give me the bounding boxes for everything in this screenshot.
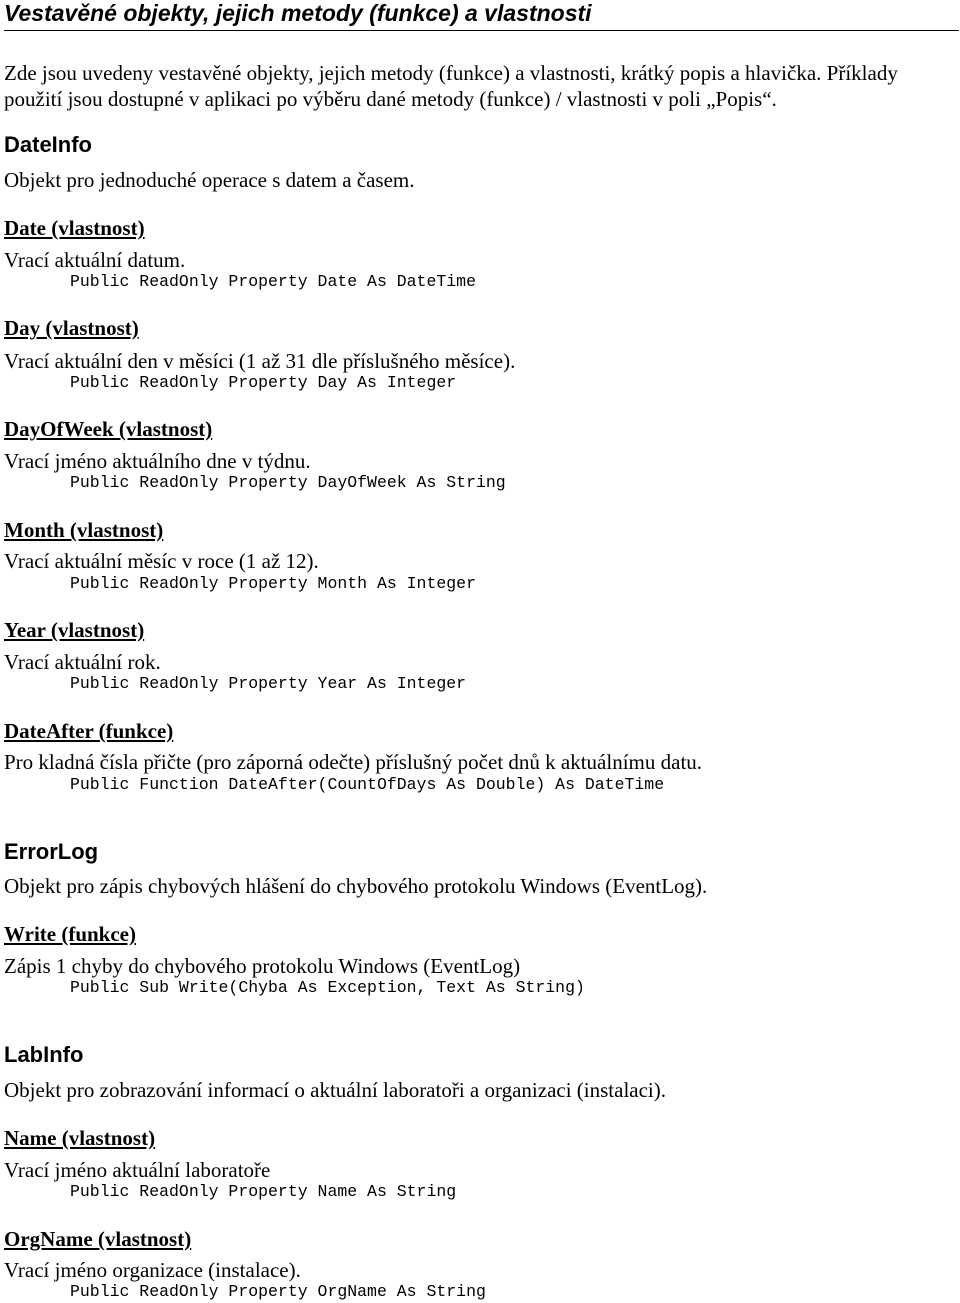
member-description-name: Vrací jméno aktuální laboratoře [4,1158,271,1182]
member-signature-day: Public ReadOnly Property Day As Integer [70,373,457,392]
member-description-orgname: Vrací jméno organizace (instalace). [4,1258,301,1282]
member-heading-month: Month (vlastnost) [4,518,164,542]
member-description-year: Vrací aktuální rok. [4,650,161,674]
member-description-write: Zápis 1 chyby do chybového protokolu Windows (EventLog) [4,954,521,978]
section-title-errorlog: ErrorLog [4,839,99,864]
member-description-day: Vrací aktuální den v měsíci (1 až 31 dle příslušného měsíce). [4,349,516,373]
section-title-dateinfo: DateInfo [4,132,92,157]
title-underline [4,30,959,31]
member-signature-write: Public Sub Write(Chyba As Exception, Text As String) [70,978,585,997]
member-heading-date: Date (vlastnost) [4,216,145,240]
member-signature-dateafter: Public Function DateAfter(CountOfDays As Double) As DateTime [70,775,665,794]
member-heading-year: Year (vlastnost) [4,618,145,642]
member-heading-write: Write (funkce) [4,922,136,946]
section-description-labinfo: Objekt pro zobrazování informací o aktuální laboratoři a organizaci (instalaci). [4,1078,667,1102]
member-signature-name: Public ReadOnly Property Name As String [70,1182,457,1201]
member-description-date: Vrací aktuální datum. [4,248,186,272]
member-description-dayofweek: Vrací jméno aktuálního dne v týdnu. [4,449,311,473]
member-heading-day: Day (vlastnost) [4,316,139,340]
member-description-month: Vrací aktuální měsíc v roce (1 až 12). [4,549,319,573]
section-title-labinfo: LabInfo [4,1042,84,1067]
member-heading-orgname: OrgName (vlastnost) [4,1227,192,1251]
member-heading-name: Name (vlastnost) [4,1126,156,1150]
page-title: Vestavěné objekty, jejich metody (funkce) a vlastnosti [4,0,592,26]
member-signature-year: Public ReadOnly Property Year As Integer [70,674,467,693]
section-description-errorlog: Objekt pro zápis chybových hlášení do chybového protokolu Windows (EventLog). [4,874,708,898]
member-signature-orgname: Public ReadOnly Property OrgName As String [70,1282,486,1301]
intro-paragraph: Zde jsou uvedeny vestavěné objekty, jejich metody (funkce) a vlastnosti, krátký popis a hlavička. Příklady použití jsou dostupné v aplikaci po výběru dané metody (funkce) / vlastnosti v poli „Popis“. [4,61,898,111]
section-description-dateinfo: Objekt pro jednoduché operace s datem a časem. [4,168,415,192]
member-description-dateafter: Pro kladná čísla přičte (pro záporná odečte) příslušný počet dnů k aktuálnímu datu. [4,750,703,774]
member-signature-dayofweek: Public ReadOnly Property DayOfWeek As String [70,473,506,492]
member-heading-dateafter: DateAfter (funkce) [4,719,174,743]
member-heading-dayofweek: DayOfWeek (vlastnost) [4,417,213,441]
member-signature-date: Public ReadOnly Property Date As DateTime [70,272,476,291]
member-signature-month: Public ReadOnly Property Month As Integer [70,574,476,593]
